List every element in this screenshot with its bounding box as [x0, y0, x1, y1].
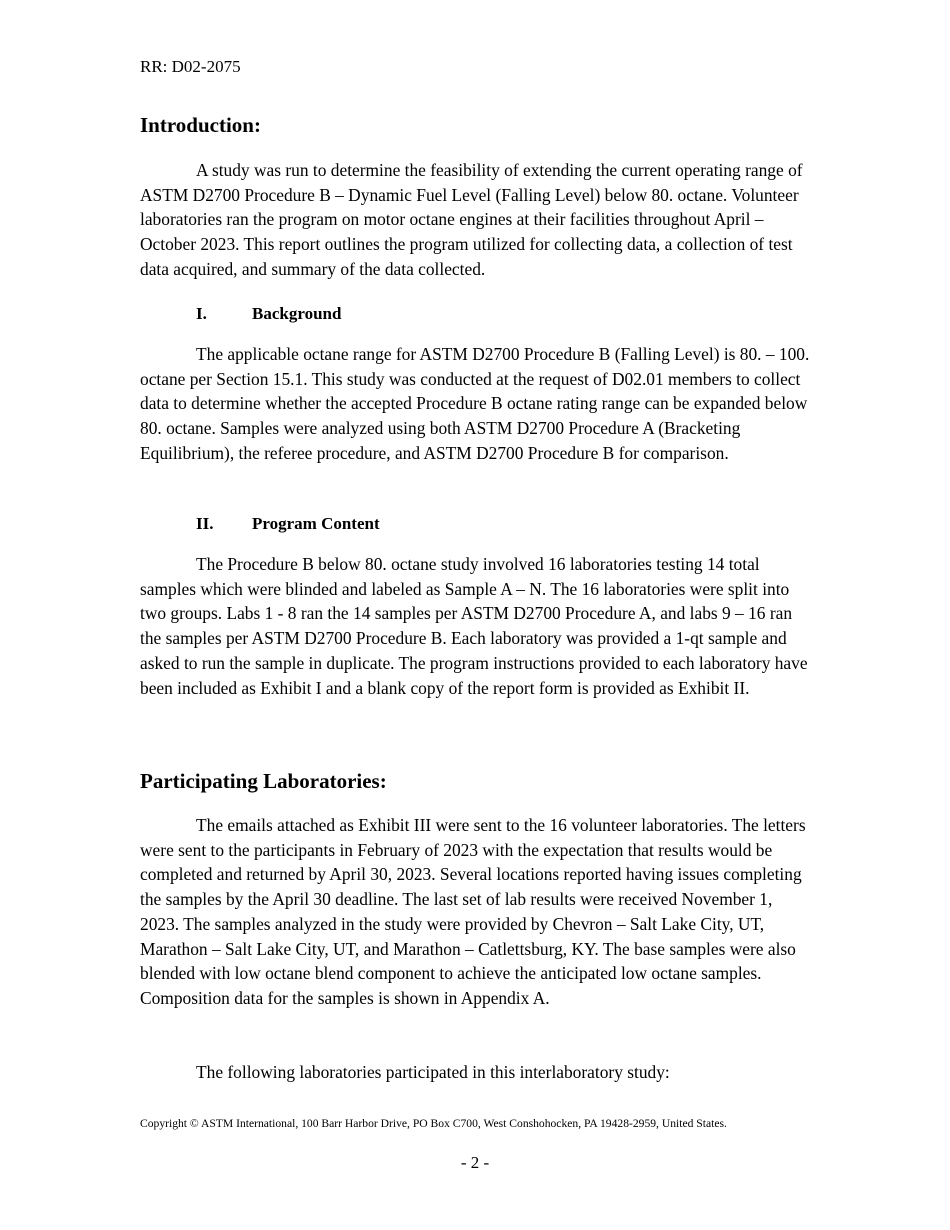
program-content-heading: [196, 514, 380, 534]
participating-paragraph-2: The following laboratories participated in this interlaboratory study:: [196, 1062, 670, 1082]
program-content-title: Program Content: [252, 514, 380, 533]
background-number: I.: [196, 304, 207, 323]
background-title: Background: [252, 304, 342, 323]
page-number: - 2 -: [460, 1153, 490, 1172]
background-paragraph: The applicable octane range for ASTM D2700 Procedure B (Falling Level) is 80. – 100. octane per Section 15.1. This study was conducted at the request of D02.01 members to collect data to determine whether the accepted Procedure B octane rating range can be expanded below 80. octane. Samples were analyzed using both ASTM D2700 Procedure A (Bracketing Equilibrium), the referee procedure, and ASTM D2700 Procedure B for comparison.: [140, 344, 810, 463]
participating-paragraph: The emails attached as Exhibit III were sent to the 16 volunteer laboratories. The letters were sent to the participants in February of 2023 with the expectation that results would be completed and returned by April 30, 2023. Several locations reported having issues completing the samples by the April 30 deadline. The last set of lab results were received November 1, 2023. The samples analyzed in the study were provided by Chevron – Salt Lake City, UT, Marathon – Salt Lake City, UT, and Marathon – Catlettsburg, KY. The base samples were also blended with low octane blend component to achieve the anticipated low octane samples. Composition data for the samples is shown in Appendix A.: [140, 815, 806, 1008]
program-content-paragraph: The Procedure B below 80. octane study involved 16 laboratories testing 14 total samples which were blinded and labeled as Sample A – N. The 16 laboratories were split into two groups. Labs 1 - 8 ran the 14 samples per ASTM D2700 Procedure A, and labs 9 – 16 ran the samples per ASTM D2700 Procedure B. Each laboratory was provided a 1-qt sample and asked to run the sample in duplicate. The program instructions provided to each laboratory have been included as Exhibit I and a blank copy of the report form is provided as Exhibit II.: [140, 554, 808, 698]
background-heading: [196, 304, 341, 324]
report-id: RR: D02-2075: [140, 57, 241, 76]
introduction-paragraph: A study was run to determine the feasibility of extending the current operating range of ASTM D2700 Procedure B – Dynamic Fuel Level (Falling Level) below 80. octane. Volunteer laboratories ran the program on motor octane engines at their facilities throughout April – October 2023. This report outlines the program utilized for collecting data, a collection of test data acquired, and summary of the data collected.: [140, 160, 803, 279]
copyright-footer: Copyright © ASTM International, 100 Barr Harbor Drive, PO Box C700, West Conshohocken, PA 19428-2959, United States.: [140, 1117, 727, 1130]
program-content-number: II.: [196, 514, 214, 533]
introduction-heading: Introduction:: [140, 113, 261, 137]
participating-heading: Participating Laboratories:: [140, 769, 387, 793]
